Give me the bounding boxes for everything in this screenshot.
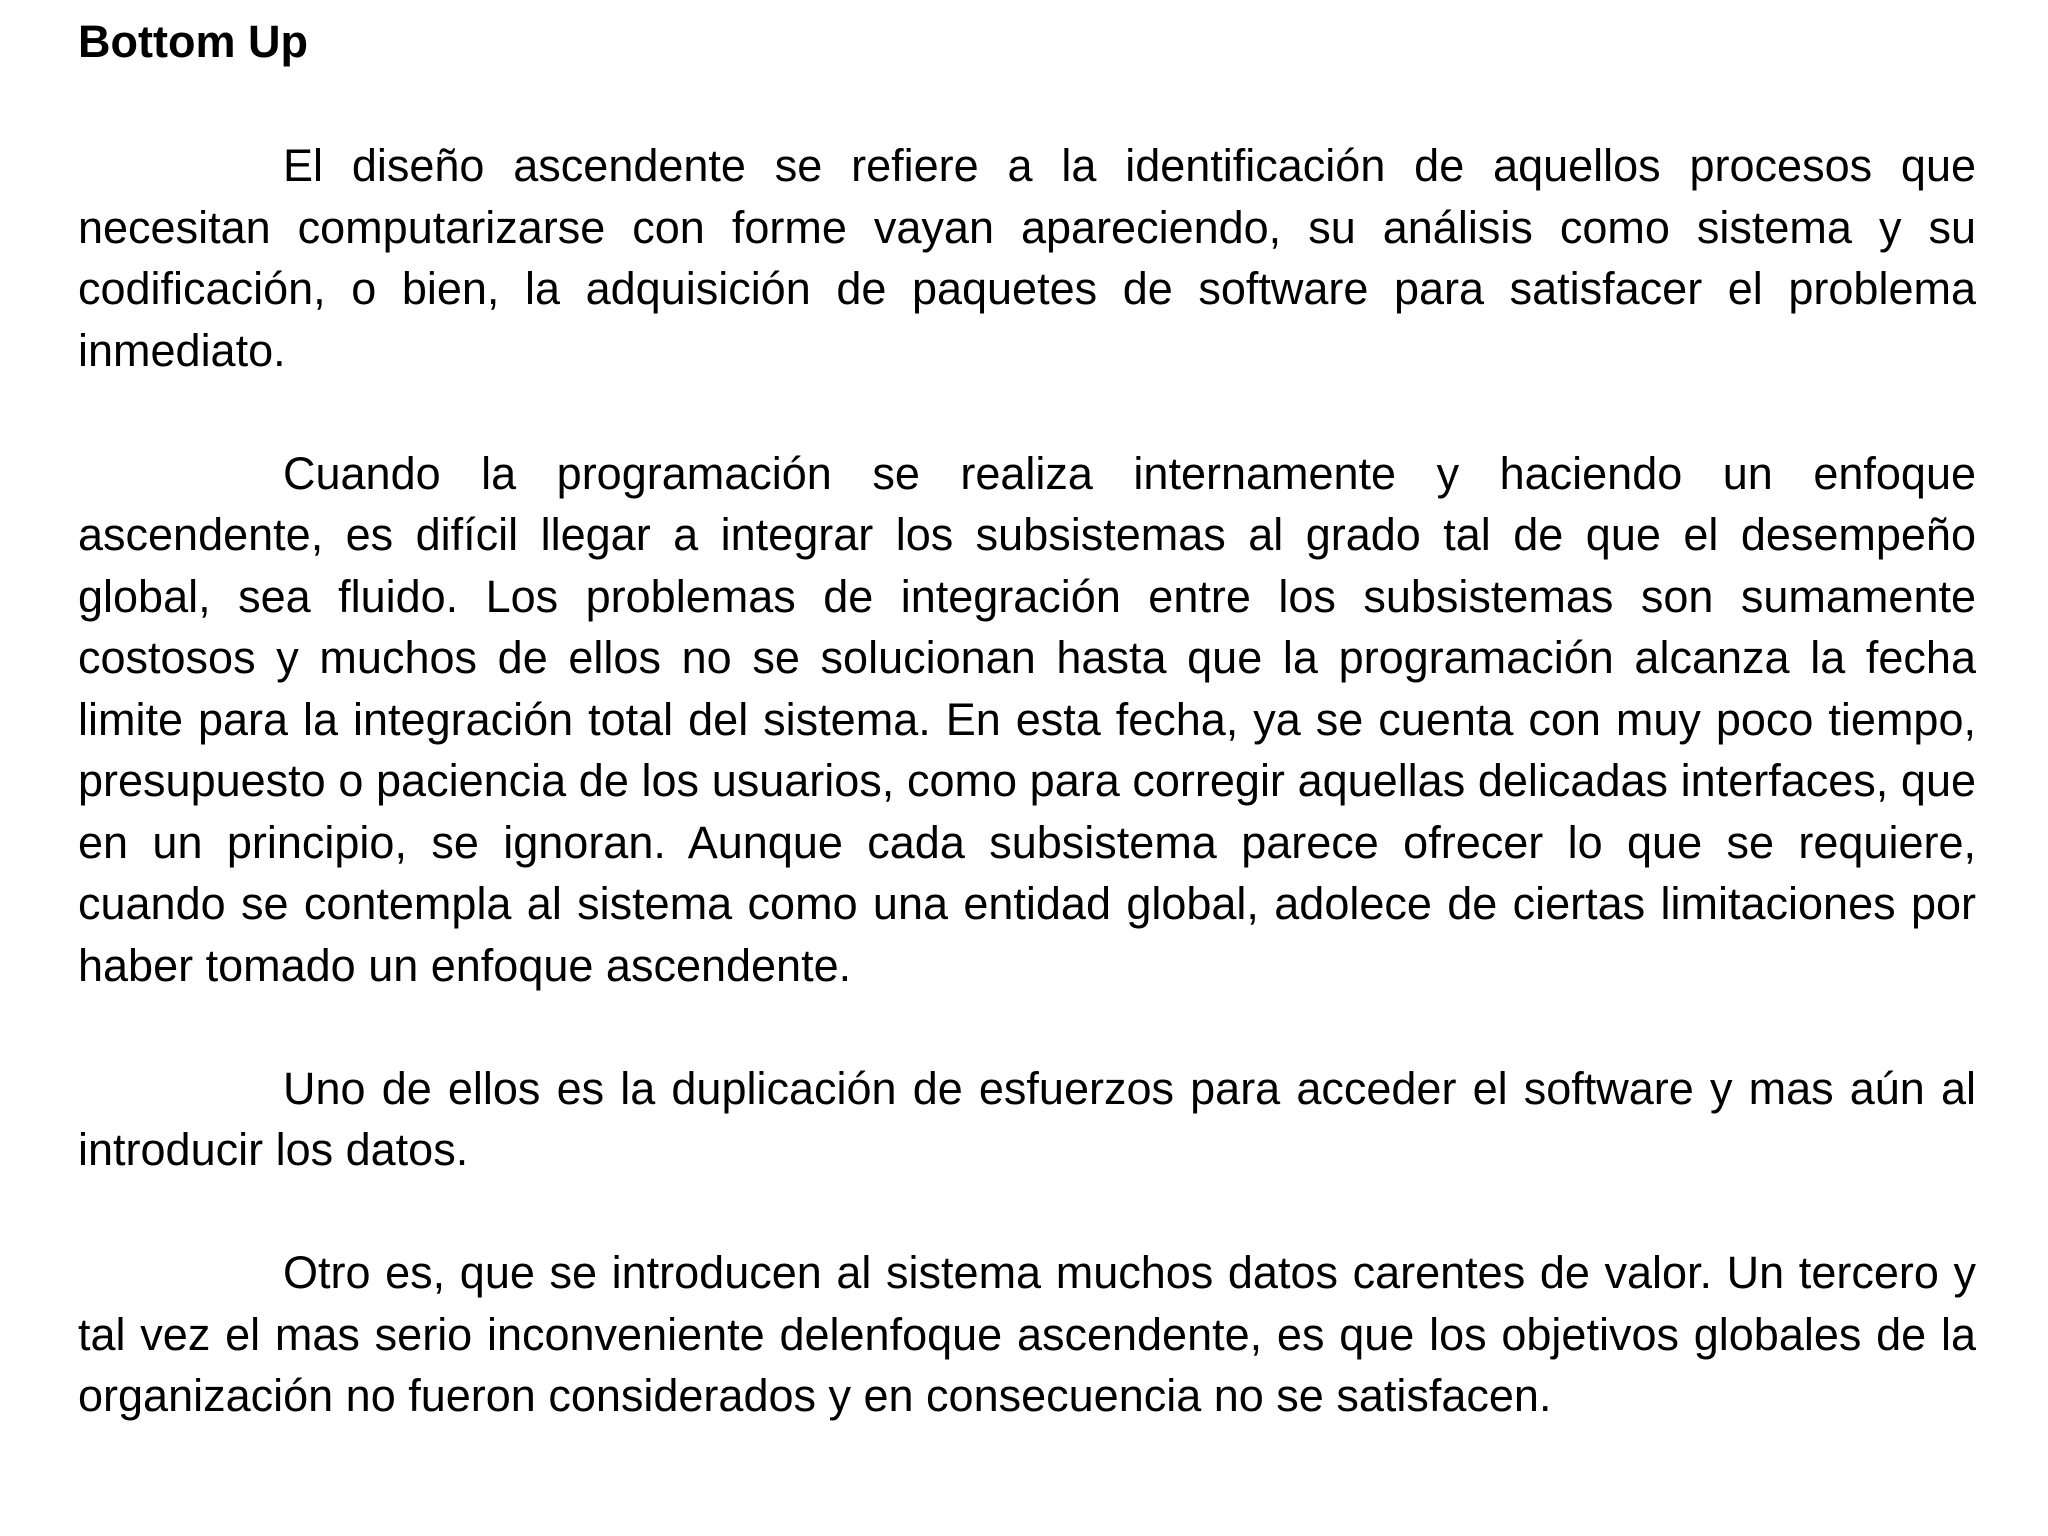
paragraph-4: Otro es, que se introducen al sistema muchos datos carentes de valor. Un tercero y tal vez el mas serio inconveniente delenfoque ascendente, es que los objetivos globales de la organización no fueron considerados y en consecuencia no se satisfacen. <box>78 1247 1976 1421</box>
document-title: Bottom Up <box>78 16 308 67</box>
paragraph-2: Cuando la programación se realiza internamente y haciendo un enfoque ascendente, es difícil llegar a integrar los subsistemas al grado tal de que el desempeño global, sea fluido. Los problemas de integración entre los subsistemas son sumamente costosos y muchos de ellos no se solucionan hasta que la programación alcanza la fecha limite para la integración total del sistema. En esta fecha, ya se cuenta con muy poco tiempo, presupuesto o paciencia de los usuarios, como para corregir aquellas delicadas interfaces, que en un principio, se ignoran. Aunque cada subsistema parece ofrecer lo que se requiere, cuando se contempla al sistema como una entidad global, adolece de ciertas limitaciones por haber tomado un enfoque ascendente. <box>78 447 1976 991</box>
document-page <box>78 0 1976 1427</box>
paragraph-1: El diseño ascendente se refiere a la identificación de aquellos procesos que necesitan computarizarse con forme vayan apareciendo, su análisis como sistema y su codificación, o bien, la adquisición de paquetes de software para satisfacer el problema inmediato. <box>78 140 1976 376</box>
paragraph-3: Uno de ellos es la duplicación de esfuerzos para acceder el software y mas aún al introducir los datos. <box>78 1062 1976 1175</box>
